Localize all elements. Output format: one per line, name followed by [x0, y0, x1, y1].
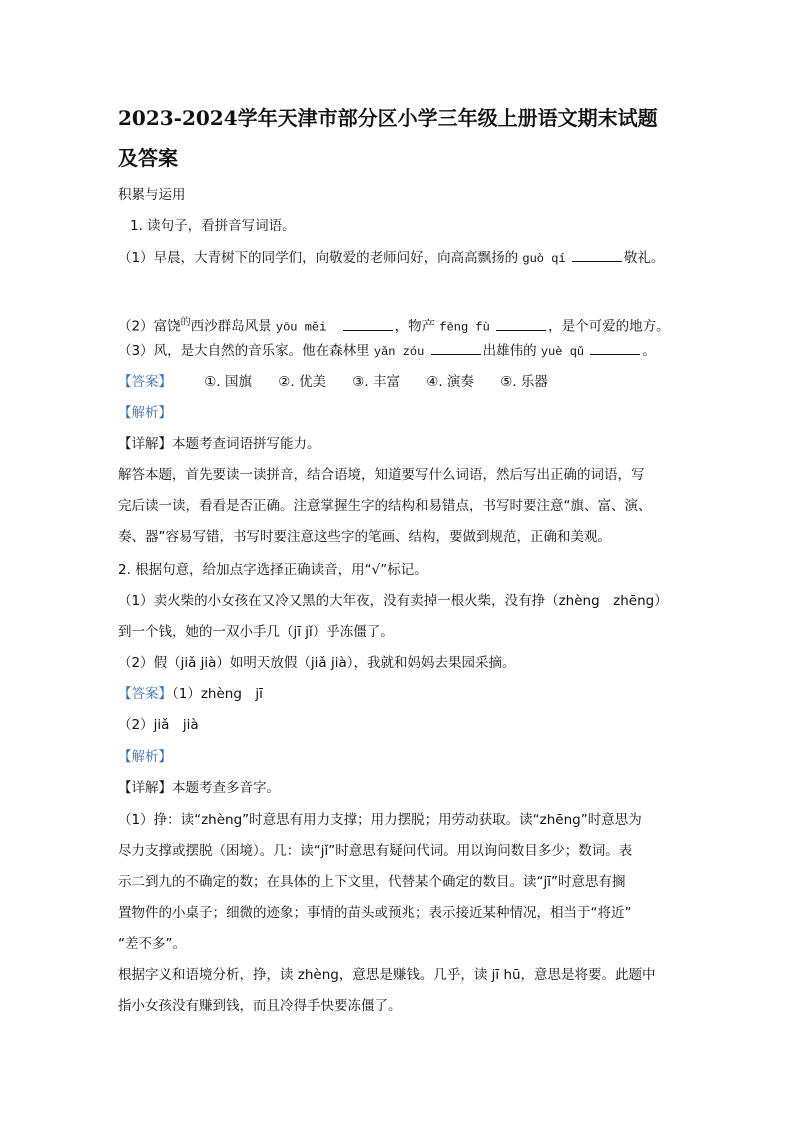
- text: 西沙群岛风景: [190, 318, 272, 335]
- q2-sentence-1-cont: 到一个钱，她的一双小手几（jī jǐ）乎冻僵了。: [118, 624, 394, 640]
- q1-detail: [118, 434, 321, 454]
- q2-analysis-tag: 【解析】: [118, 749, 172, 765]
- pinyin: yōu měi: [275, 320, 327, 335]
- q2-answer-2: （2）jiǎ jià: [118, 717, 199, 733]
- text: ，物产: [394, 318, 436, 335]
- q2-explain-line: （1）挣：读“zhèng”时意思有用力支撑；用力摆脱；用劳动获取。读“zhēng”时意思为: [118, 812, 642, 828]
- detail-tag: 【详解】: [118, 436, 172, 452]
- document-title: 2023-2024学年天津市部分区小学三年级上册语文期末试题: [118, 106, 658, 130]
- q1-sentence-3: [118, 341, 656, 362]
- text: 。: [642, 343, 656, 359]
- answer-blank: [431, 342, 481, 355]
- answer-item: ①. 国旗: [204, 374, 252, 390]
- q1-analysis-tag: 【解析】: [118, 405, 172, 421]
- q1-explain-line: 奏、器”容易写错，书写时要注意这些字的笔画、结构，要做到规范，正确和美观。: [118, 529, 611, 545]
- text: ，是个可爱的地方。: [548, 318, 670, 335]
- detail-text: 本题考查词语拼写能力。: [172, 436, 321, 452]
- q2-explain-line: “差不多”。: [118, 936, 186, 952]
- q1-explain-line: 解答本题，首先要读一读拼音，结合语境，知道要写什么词语，然后写出正确的词语，写: [118, 467, 645, 483]
- section-heading: 积累与运用: [118, 187, 186, 203]
- superscript: 的: [180, 317, 191, 328]
- detail-text: 本题考查多音字。: [172, 780, 280, 796]
- q1-prompt: 1. 读句子，看拼音写词语。: [130, 218, 296, 234]
- q2-conclusion-line: 根据字义和语境分析，挣，读 zhèng，意思是赚钱。几乎，读 jī hū，意思是将要。此题中: [118, 967, 656, 983]
- answer-item: ⑤. 乐器: [500, 374, 548, 390]
- answer-tag: 【答案】: [118, 374, 172, 390]
- text: 敬礼。: [623, 250, 665, 266]
- q1-answer: [118, 372, 548, 392]
- q2-conclusion-line: 指小女孩没有赚到钱，而且冷得手快要冻僵了。: [118, 998, 402, 1014]
- text: （2）富饶: [118, 318, 181, 335]
- answer-blank: [343, 318, 393, 331]
- q2-answer: [118, 684, 263, 704]
- text: （3）风，是大自然的音乐家。他在森林里: [118, 343, 370, 359]
- answer-item: ②. 优美: [278, 374, 326, 390]
- answer-item: ③. 丰富: [352, 374, 400, 390]
- q1-sentence-1: [118, 248, 664, 269]
- q2-explain-line: 尽力支撑或摆脱（困境）。几：读“jǐ”时意思有疑问代词。用以询问数目多少；数词。表: [118, 843, 633, 859]
- answer-item: ④. 演奏: [426, 374, 474, 390]
- q2-explain-line: 置物件的小桌子；细微的迹象；事情的苗头或预兆；表示接近某种情况，相当于“将近”: [118, 905, 632, 921]
- pinyin: fēng fù: [439, 320, 490, 335]
- answer-item: （1）zhèng jī: [172, 686, 263, 702]
- answer-tag: 【答案】: [118, 686, 172, 702]
- q1-explain-line: 完后读一读，看看是否正确。注意掌握生字的结构和易错点，书写时要注意“旗、富、演、: [118, 498, 652, 514]
- text: 出雄伟的: [482, 343, 537, 359]
- q2-sentence-1: （1）卖火柴的小女孩在又冷又黑的大年夜，没有卖掉一根火柴，没有挣（zhèng zhēng）: [118, 593, 668, 609]
- q2-sentence-2: （2）假（jiǎ jià）如明天放假（jiǎ jià），我就和妈妈去果园采摘。: [118, 655, 516, 671]
- q2-prompt: 2. 根据句意，给加点字选择正确读音，用“√”标记。: [118, 562, 428, 578]
- q2-detail: [118, 778, 280, 798]
- q1-sentence-2: [118, 313, 670, 338]
- document-title-cont: 及答案: [118, 146, 178, 170]
- answer-blank: [572, 249, 622, 262]
- answer-blank: [590, 342, 640, 355]
- pinyin: yuè qǔ: [540, 345, 585, 359]
- q2-explain-line: 示二到九的不确定的数；在具体的上下文里，代替某个确定的数目。读“jī”时意思有搁: [118, 874, 626, 890]
- pinyin: guò qí: [522, 252, 566, 266]
- answer-blank: [496, 318, 546, 331]
- detail-tag: 【详解】: [118, 780, 172, 796]
- pinyin: yǎn zóu: [373, 345, 425, 359]
- text: （1）早晨，大青树下的同学们，向敬爱的老师问好，向高高飘扬的: [118, 250, 519, 266]
